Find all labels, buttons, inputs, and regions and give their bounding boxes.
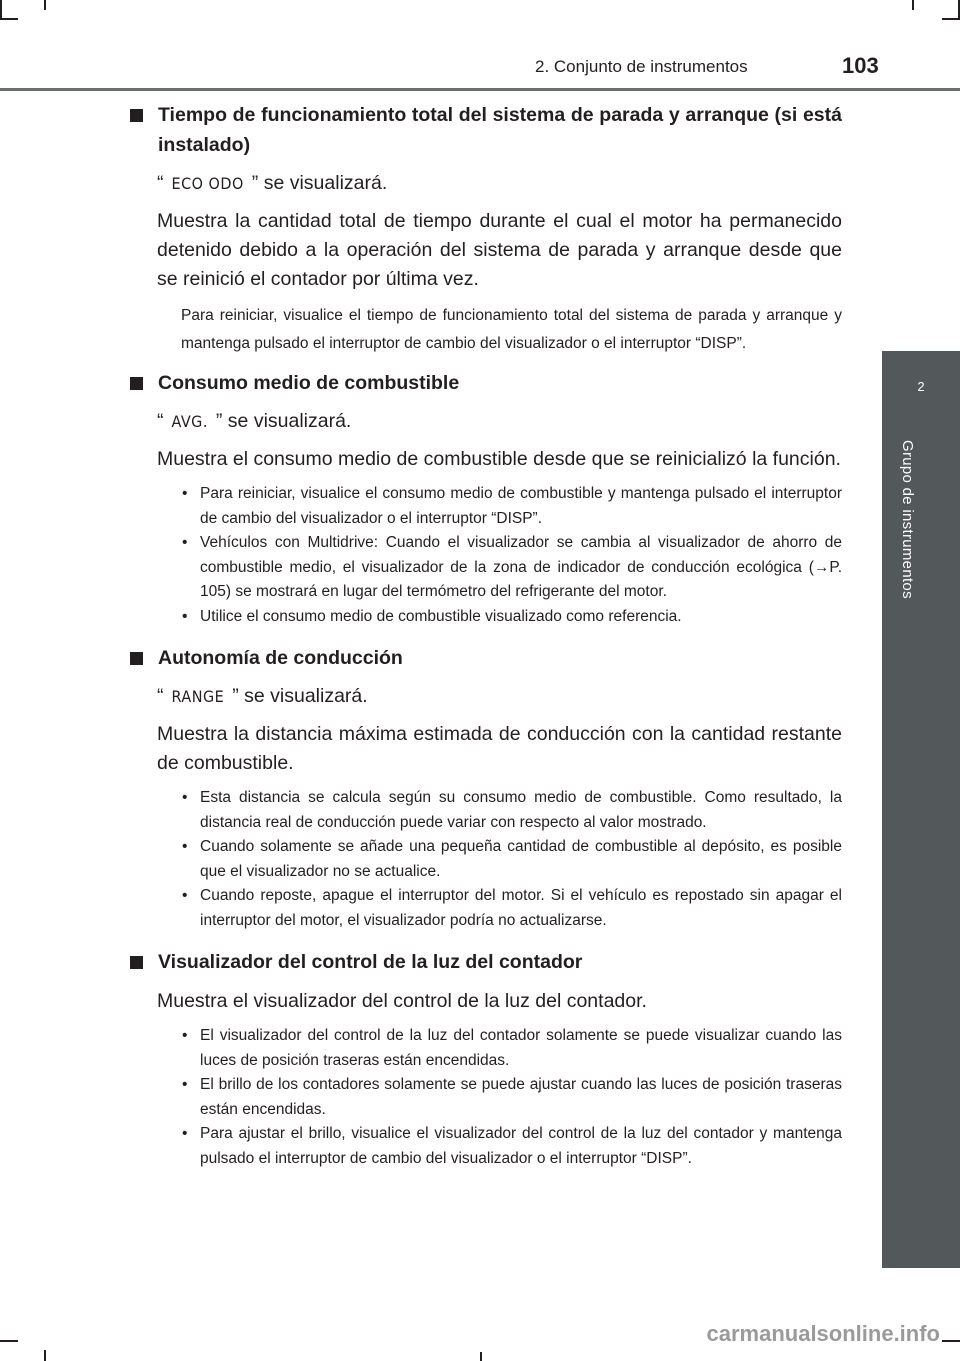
display-text: ” se visualizará. (232, 685, 368, 707)
square-bullet-icon (130, 377, 143, 390)
section-heading-text: Visualizador del control de la luz del contador (158, 951, 583, 973)
section-body: Muestra el visualizador del control de la luz del contador. (157, 990, 647, 1012)
section-note: Para reiniciar, visualice el tiempo de funcionamiento total del sistema de parada y arranque y mantenga pulsado el interruptor de cambio del visualizador o el interruptor “DISP”. (181, 307, 842, 352)
section-heading-text: Tiempo de funcionamiento total del sistema de parada y arranque (si está instalado) (158, 104, 842, 156)
display-indication (130, 408, 842, 435)
header-rule (0, 88, 960, 91)
display-text: ” se visualizará. (215, 410, 352, 432)
crop-mark (44, 1350, 46, 1361)
section-heading (130, 947, 842, 977)
list-item: • Vehículos con Multidrive: Cuando el visualizador se cambia al visualizador de ahorro de combustible medio, el visualizador de la zona de indicador de conducción ecológica (→P. 105) se mostrará en lugar del termómetro del refrigerante del motor. (182, 531, 842, 605)
display-code: AVG. (171, 412, 208, 431)
crop-mark (480, 1352, 482, 1361)
crop-mark (912, 0, 914, 10)
list-item: • Cuando solamente se añade una pequeña cantidad de combustible al depósito, es posible que el visualizador no se actualice. (182, 835, 842, 884)
crop-mark (0, 18, 18, 20)
list-item: • Esta distancia se calcula según su consumo medio de combustible. Como resultado, la distancia real de conducción puede variar con respecto al valor mostrado. (182, 786, 842, 835)
watermark: carmanualsonline.info (706, 1321, 940, 1346)
chapter-sidebar (882, 431, 960, 1268)
list-item: • Para ajustar el brillo, visualice el visualizador del control de la luz del contador y mantenga pulsado el interruptor de cambio del visualizador o el interruptor “DISP”. (182, 1122, 842, 1171)
section-heading-text: Autonomía de conducción (158, 647, 403, 669)
section-heading (130, 368, 842, 398)
bullet-list (130, 482, 842, 629)
chapter-number: 2 (917, 379, 925, 394)
chapter-label: Grupo de instrumentos (899, 440, 916, 599)
display-code: RANGE (171, 687, 225, 706)
list-item: • Utilice el consumo medio de combustible visualizado como referencia. (182, 605, 842, 630)
crop-mark (942, 1340, 960, 1342)
page-number: 103 (842, 53, 879, 78)
open-quote: “ (157, 410, 164, 432)
section-body: Muestra la cantidad total de tiempo durante el cual el motor ha permanecido detenido debido a la operación del sistema de parada y arranque desde que se reinició el contador por última vez. (157, 210, 842, 290)
square-bullet-icon (130, 109, 143, 122)
list-item: • Cuando reposte, apague el interruptor del motor. Si el vehículo es repostado sin apagar el interruptor del motor, el visualizador podría no actualizarse. (182, 884, 842, 933)
crop-mark (0, 0, 2, 20)
section-heading-text: Consumo medio de combustible (158, 372, 460, 394)
display-text: ” se visualizará. (251, 172, 388, 194)
crop-mark (0, 1340, 18, 1342)
section-heading (130, 100, 842, 160)
display-code: ECO ODO (171, 174, 244, 193)
display-indication (130, 170, 842, 197)
display-indication (130, 683, 842, 710)
page-content (130, 100, 842, 1185)
open-quote: “ (157, 172, 164, 194)
section-body: Muestra el consumo medio de combustible desde que se reinicializó la función. (157, 448, 841, 470)
list-item: • El visualizador del control de la luz del contador solamente se puede visualizar cuando las luces de posición traseras están encendidas. (182, 1024, 842, 1073)
square-bullet-icon (130, 956, 143, 969)
open-quote: “ (157, 685, 164, 707)
chapter-tab (882, 351, 960, 431)
bullet-list (130, 1024, 842, 1171)
list-item: • Para reiniciar, visualice el consumo medio de combustible y mantenga pulsado el interruptor de cambio del visualizador o el interruptor “DISP”. (182, 482, 842, 531)
header-title: 2. Conjunto de instrumentos (535, 57, 748, 76)
crop-mark (44, 0, 46, 10)
section-heading (130, 643, 842, 673)
list-item: • El brillo de los contadores solamente se puede ajustar cuando las luces de posición traseras están encendidas. (182, 1073, 842, 1122)
bullet-list (130, 786, 842, 933)
square-bullet-icon (130, 652, 143, 665)
section-body: Muestra la distancia máxima estimada de conducción con la cantidad restante de combustible. (157, 723, 842, 774)
